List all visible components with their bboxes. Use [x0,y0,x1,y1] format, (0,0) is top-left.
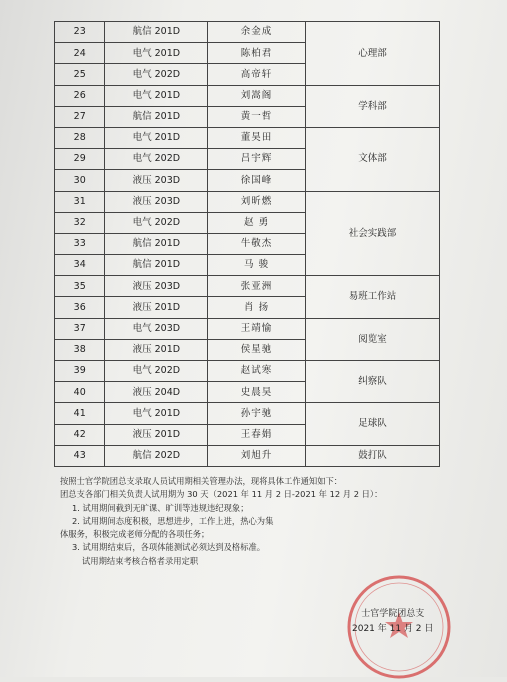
name-cell: 赵 勇 [208,212,306,233]
notice-item-3: 3. 试用期结束后，各项体能测试必须达到及格标准。 [72,542,266,553]
class-cell: 航信 202D [105,445,208,466]
row-number: 25 [55,64,105,85]
class-cell: 液压 201D [105,424,208,445]
row-number: 29 [55,149,105,170]
row-number: 37 [55,318,105,339]
department-cell: 易班工作站 [305,276,439,318]
class-cell: 电气 202D [105,64,208,85]
department-cell: 足球队 [305,403,439,445]
table-row [55,85,440,106]
class-cell: 液压 203D [105,191,208,212]
notice-trial-period: 团总支各部门相关负责人试用期为 30 天（2021 年 11 月 2 日-2021 年 12 月 2 日）： [60,489,383,500]
class-cell: 电气 202D [105,149,208,170]
notice-text [60,475,480,568]
name-cell: 刘旭升 [208,445,306,466]
class-cell: 航信 201D [105,255,208,276]
department-cell: 纠察队 [305,361,439,403]
signature-block [352,607,433,638]
row-number: 33 [55,233,105,254]
notice-closing: 试用期结束考核合格者录用定职 [82,555,199,566]
name-cell: 高帝轩 [208,64,306,85]
class-cell: 航信 201D [105,22,208,43]
name-cell: 王靖愉 [208,318,306,339]
row-number: 35 [55,276,105,297]
table-row [55,318,440,339]
row-number: 31 [55,191,105,212]
row-number: 38 [55,339,105,360]
department-cell: 社会实践部 [305,191,439,276]
issue-date: 2021 年 11 月 2 日 [352,624,434,635]
notice-item-2: 2. 试用期间态度积极，思想进步，工作上进，热心为集 [72,515,274,526]
class-cell: 电气 201D [105,403,208,424]
row-number: 27 [55,106,105,127]
name-cell: 孙宇驰 [208,403,306,424]
class-cell: 航信 201D [105,106,208,127]
name-cell: 赵试寒 [208,361,306,382]
row-number: 36 [55,297,105,318]
name-cell: 董昊田 [208,127,306,148]
table-row [55,403,440,424]
table-row [55,276,440,297]
row-number: 40 [55,382,105,403]
name-cell: 史晨昊 [208,382,306,403]
issuing-organization: 士官学院团总支 [361,609,425,619]
notice-intro: 按照士官学院团总支录取人员试用期相关管理办法，现将具体工作通知如下： [60,476,343,486]
class-cell: 电气 203D [105,318,208,339]
row-number: 28 [55,127,105,148]
table-row [55,22,440,43]
class-cell: 电气 201D [105,85,208,106]
department-cell: 阅览室 [305,318,439,360]
name-cell: 陈柏君 [208,43,306,64]
department-cell: 鼓打队 [305,445,439,466]
row-number: 26 [55,85,105,106]
department-cell: 文体部 [305,127,439,191]
class-cell: 液压 203D [105,276,208,297]
class-cell: 液压 201D [105,339,208,360]
row-number: 34 [55,255,105,276]
department-cell: 学科部 [305,85,439,127]
name-cell: 肖 扬 [208,297,306,318]
row-number: 42 [55,424,105,445]
row-number: 39 [55,361,105,382]
name-cell: 刘嵩阁 [208,85,306,106]
notice-item-1: 1. 试用期间截到无旷课、旷训等违规违纪现象； [72,502,249,513]
class-cell: 电气 201D [105,43,208,64]
class-cell: 电气 202D [105,212,208,233]
department-cell: 心理部 [305,22,439,86]
class-cell: 航信 201D [105,233,208,254]
row-number: 43 [55,445,105,466]
name-cell: 徐国峰 [208,170,306,191]
name-cell: 王春娟 [208,424,306,445]
row-number: 24 [55,43,105,64]
name-cell: 马 骏 [208,255,306,276]
class-cell: 液压 203D [105,170,208,191]
name-cell: 牛敬杰 [208,233,306,254]
name-cell: 余金成 [208,22,306,43]
row-number: 23 [55,22,105,43]
name-cell: 刘昕燃 [208,191,306,212]
row-number: 41 [55,403,105,424]
class-cell: 液压 201D [105,297,208,318]
table-row [55,361,440,382]
name-cell: 黄一哲 [208,106,306,127]
table-row [55,191,440,212]
table-row [55,445,440,466]
name-cell: 张亚洲 [208,276,306,297]
name-cell: 吕宇辉 [208,149,306,170]
notice-item-2-cont: 体服务，积极完成老师分配的各项任务； [60,529,210,540]
member-roster-table [54,21,440,467]
class-cell: 电气 201D [105,127,208,148]
row-number: 30 [55,170,105,191]
table-row [55,127,440,148]
name-cell: 侯星驰 [208,339,306,360]
class-cell: 电气 202D [105,361,208,382]
row-number: 32 [55,212,105,233]
class-cell: 液压 204D [105,382,208,403]
